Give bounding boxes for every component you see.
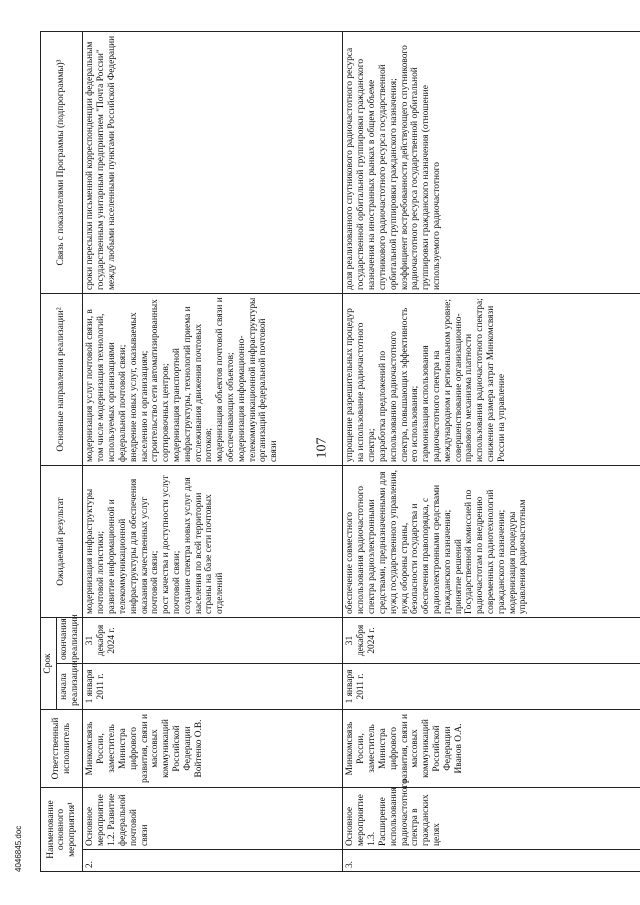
row-result	[343, 466, 640, 618]
row-start: 1 января 2011 г.	[83, 664, 343, 710]
direction-line: разработка предложений по использованию радиочастотного спектра, повышающих эффективность его использования;	[377, 307, 421, 462]
direction-line: упрощение разрешительных процедур на использование радиочастотного спектра;	[345, 308, 378, 462]
row-start: 1 января 2011 г.	[343, 664, 640, 710]
direction-line: модернизация транспортной инфраструктуры, технологий приема и отслеживания движения почтовых потоков;	[171, 306, 215, 462]
row-link: доля реализованного спутникового радиочастотного ресурса государственной орбитальной группировки гражданского назначения на иностранных рынках в общем объеме спутникового радиочастотного ресурса государственной орбитальной группировки гражданского назначения; коэффициент востребованности действующего спутникового радиочастотного ресурса государственной орбитальной группировки гражданского назначения (отношение используемого радиочастотного	[343, 32, 640, 294]
header-name: Наименование основного мероприятия¹	[41, 788, 83, 872]
header-term: Срок	[41, 618, 57, 710]
table-row	[83, 32, 343, 872]
row-responsible: Минкомсвязь России, заместитель Министра цифрового развития, связи и массовых коммуникаций Российской Федерации Иванов О.А.	[343, 710, 640, 788]
document-id: 4046845.doc	[14, 825, 23, 872]
result-line: модернизация процедуры управления радиочастотным	[507, 499, 529, 614]
row-name: Основное мероприятие 1.3. Расширение использования радиочастотного спектра в гражданских целях	[343, 788, 640, 850]
direction-line: снижение размера затрат Минкомсвязи России на управление	[486, 305, 507, 462]
row-responsible: Минкомсвязь России, заместитель Министра цифрового развития, связи и массовых коммуникаций Российской Федерации Войтенко О.В.	[83, 710, 343, 788]
header-link: Связь с показателями Программы (подпрограммы)³	[41, 32, 83, 294]
header-responsible: Ответственный исполнитель	[41, 710, 83, 788]
page-number: 107	[314, 437, 330, 459]
header-end: окончания реализации	[56, 618, 83, 664]
result-line: модернизация инфраструктуры почтовой логистики;	[85, 488, 107, 614]
header-result: Ожидаемый результат	[41, 466, 83, 618]
direction-line: внедрение новых услуг, оказываемых населению и организациям;	[128, 312, 150, 462]
program-table	[40, 31, 640, 872]
result-line: принятие решений Государственной комиссией по радиочастотам по внедрению современных радиотехнологий гражданского назначения;	[453, 489, 507, 614]
row-number: 2.	[83, 850, 343, 872]
result-line: обеспечение совместного использования радиочастотного спектра радиоэлектронными средствами, предназначенными для нужд государственного управления, нужд обороны страны, безопасности государства и обеспечения правопорядка, с радиоэлектронными средствами гражданского назначения;	[345, 470, 453, 614]
direction-line: модернизация услуг почтовой связи, в том числе модернизация технологий, используемых организациями федеральной почтовой связи;	[85, 309, 128, 462]
row-directions	[83, 294, 343, 466]
direction-line: строительство сети автоматизированных сортировочных центров;	[150, 299, 172, 462]
rotated-table-area	[40, 32, 600, 872]
table-row	[343, 32, 640, 872]
direction-line: модернизация объектов почтовой связи и обеспечивающих объектов;	[215, 297, 236, 462]
header-start: начала реализации	[56, 664, 83, 710]
row-name: Основное мероприятие 1.2. Развитие федеральной почтовой связи	[83, 788, 343, 850]
row-end: 31 декабря 2024 г.	[83, 618, 343, 664]
row-end: 31 декабря 2024 г.	[343, 618, 640, 664]
row-directions	[343, 294, 640, 466]
header-directions: Основные направления реализации²	[41, 294, 83, 466]
result-line: развитие информационной и телекоммуникационной инфраструктуры для обеспечения оказания качественных услуг почтовой связи;	[107, 478, 161, 614]
row-number: 3.	[343, 850, 640, 872]
result-line: создание спектра новых услуг для населения по всей территории страны на базе сети почтовых отделений	[182, 477, 226, 614]
row-link: сроки пересылки письменной корреспонденции федеральным государственным унитарным предприятием "Почта России" между любыми населенными пунктами Российской Федерации	[83, 32, 343, 294]
direction-line: гармонизация использования радиочастотного спектра на международном и региональном уровне;	[421, 299, 453, 462]
result-line: рост качества и доступности услуг почтовой связи;	[161, 474, 182, 614]
row-result	[83, 466, 343, 618]
direction-line: совершенствование организационно-правового механизма платности использования радиочастотного спектра;	[453, 298, 486, 462]
direction-line: модернизация информационно-телекоммуникационной инфраструктуры организаций федеральной почтовой связи	[236, 297, 280, 462]
